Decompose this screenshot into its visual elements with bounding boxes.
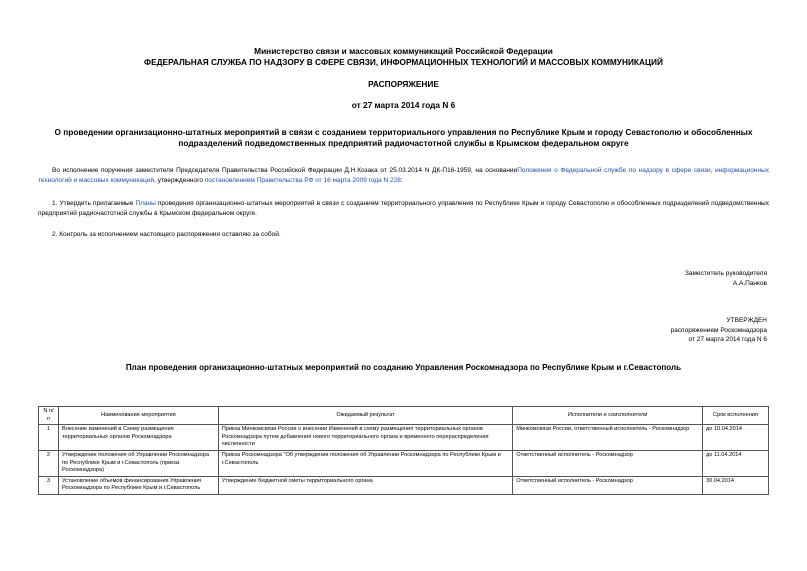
item-1-text-2: проведения организационно-штатных мероприятий в связи с созданием территориального управления по Республике Крым и городу Севастополю и обособленных подразделений подведомственных предприятий радиочастотной службы в Крымском федеральном округе.: [38, 200, 769, 217]
row-executors: Минкомсвязи России, ответственный исполнитель - Роскомнадзор: [513, 425, 703, 451]
approval-line-3: от 27 марта 2014 года N 6: [688, 336, 767, 343]
column-header-number: N п/п: [39, 407, 59, 425]
table-row: [39, 450, 769, 476]
item-2-text: 2. Контроль за исполнением настоящего распоряжения оставляю за собой.: [52, 231, 281, 238]
column-header-deadline: Срок исполнения: [703, 407, 769, 425]
row-number: 3: [39, 476, 59, 494]
row-activity: Утверждение положения об Управлении Роскомнадзора по Республике Крым и г.Севастополь (приказ Роскомнадзора): [58, 450, 218, 476]
row-executors: Ответственный исполнитель - Роскомнадзор: [513, 450, 703, 476]
paragraph-item-1: [38, 199, 769, 218]
row-result: Утверждение бюджетной сметы территориального органа: [218, 476, 513, 494]
row-activity: Установление объемов финансирования Управления Роскомнадзора по Республике Крым и г.Севастополь: [58, 476, 218, 494]
approval-block: [567, 316, 767, 345]
decree-link[interactable]: постановлением Правительства РФ от 16 марта 2009 года N 228: [204, 176, 401, 184]
row-result: Приказ Минкомсвязи России о внесении Изменений в схему размещения территориальных органов Роскомнадзора путем добавления нового территориального органа и временного перераспределения численности: [218, 425, 513, 451]
paragraph-item-2: [38, 230, 769, 240]
table-header-row: [39, 407, 769, 425]
row-deadline: 30.04.2014: [703, 476, 769, 494]
approval-line-1: УТВЕРЖДЕН: [726, 317, 767, 324]
preamble-text-3: :: [400, 176, 403, 184]
service-heading: ФЕДЕРАЛЬНАЯ СЛУЖБА ПО НАДЗОРУ В СФЕРЕ СВЯЗИ, ИНФОРМАЦИОННЫХ ТЕХНОЛОГИЙ И МАССОВЫХ КОММУНИКАЦИЙ: [144, 57, 663, 67]
row-executors: Ответственный исполнитель - Роскомнадзор: [513, 476, 703, 494]
column-header-executors: Исполнители и соисполнители: [513, 407, 703, 425]
ministry-heading: Министерство связи и массовых коммуникаций Российской Федерации: [254, 46, 553, 56]
plan-table: [38, 406, 769, 495]
preamble-text: Во исполнение поручения заместителя Председателя Правительства Российской Федерации Д.Н.Козака от 25.03.2014 N ДК-П16-1959, на основании: [52, 167, 518, 174]
document-date-number: от 27 марта 2014 года N 6: [351, 100, 456, 110]
row-number: 1: [39, 425, 59, 451]
plans-link[interactable]: Планы: [135, 200, 156, 207]
regulation-link[interactable]: Положения о Федеральной службе по надзору в сфере связи, информационных технологий и массовых коммуникаций: [38, 167, 769, 184]
approval-line-2: распоряжением Роскомнадзора: [670, 326, 767, 334]
plan-title: План проведения организационно-штатных мероприятий по созданию Управления Роскомнадзора по Республике Крым и г.Севастополь: [125, 363, 682, 372]
signature-block: [567, 269, 767, 288]
row-activity: Внесение изменений в Схему размещения территориальных органов Роскомнадзора: [58, 425, 218, 451]
signature-name: А.А.Панков: [732, 279, 767, 287]
row-number: 2: [39, 450, 59, 476]
column-header-activity: Наименование мероприятия: [58, 407, 218, 425]
table-row: [39, 425, 769, 451]
signature-position: Заместитель руководителя: [685, 270, 767, 277]
document-type: РАСПОРЯЖЕНИЕ: [368, 79, 439, 89]
row-deadline: до 11.04.2014: [703, 450, 769, 476]
table-row: [39, 476, 769, 494]
row-deadline: до 10.04.2014: [703, 425, 769, 451]
paragraph-preamble: [38, 166, 769, 185]
document-title: О проведении организационно-штатных мероприятий в связи с созданием территориального управления по Республике Крым и городу Севастополю и обособленных подразделений подведомственных предприятий радиочастотной службы в Крымском федеральном округе: [54, 127, 753, 148]
column-header-result: Ожидаемый результат: [218, 407, 513, 425]
preamble-text-2: , утвержденного: [154, 176, 205, 184]
row-result: Приказ Роскомнадзора "Об утверждении положения об Управлении Роскомнадзора по Республике Крым и г.Севастополь: [218, 450, 513, 476]
item-1-text: 1. Утвердить прилагаемые: [52, 200, 136, 207]
